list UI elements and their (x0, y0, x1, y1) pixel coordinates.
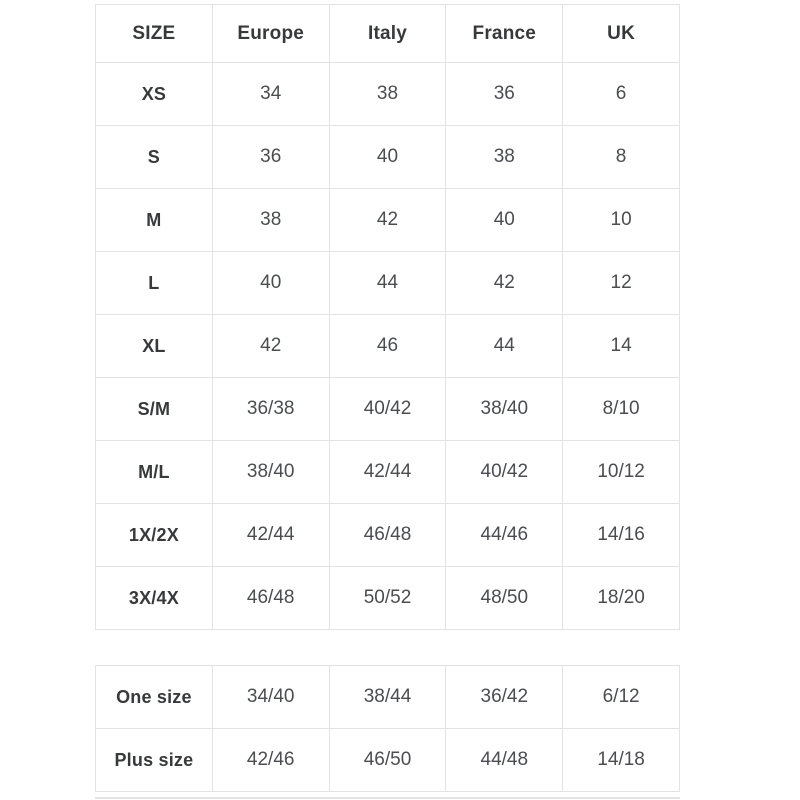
size-value-cell: 14/16 (563, 504, 680, 567)
table-row (96, 378, 680, 441)
size-conversion-table-header (96, 5, 680, 63)
size-label-cell: M (96, 189, 213, 252)
size-value-cell: 48/50 (446, 567, 563, 630)
size-value-cell: 42 (212, 315, 329, 378)
size-value-cell: 46/48 (212, 567, 329, 630)
size-value-cell: 40/42 (446, 441, 563, 504)
cutoff-next-element-edge (95, 797, 680, 799)
size-value-cell: 38/44 (329, 666, 446, 729)
size-label-cell: 1X/2X (96, 504, 213, 567)
table-row (96, 126, 680, 189)
size-value-cell: 44 (446, 315, 563, 378)
size-value-cell: 40/42 (329, 378, 446, 441)
size-value-cell: 42/44 (329, 441, 446, 504)
table-row (96, 504, 680, 567)
table-header-row (96, 5, 680, 63)
size-value-cell: 46 (329, 315, 446, 378)
size-value-cell: 34/40 (212, 666, 329, 729)
size-value-cell: 6 (563, 63, 680, 126)
size-value-cell: 14 (563, 315, 680, 378)
table-row (96, 567, 680, 630)
size-value-cell: 42 (329, 189, 446, 252)
size-value-cell: 8 (563, 126, 680, 189)
size-value-cell: 38 (329, 63, 446, 126)
size-value-cell: 38/40 (212, 441, 329, 504)
size-value-cell: 40 (329, 126, 446, 189)
size-label-cell: XL (96, 315, 213, 378)
size-value-cell: 44/46 (446, 504, 563, 567)
size-value-cell: 50/52 (329, 567, 446, 630)
size-value-cell: 42/44 (212, 504, 329, 567)
table-row (96, 441, 680, 504)
size-label-cell: S/M (96, 378, 213, 441)
size-value-cell: 34 (212, 63, 329, 126)
size-conversion-table (95, 4, 680, 630)
column-header: Europe (212, 5, 329, 63)
size-value-cell: 36/38 (212, 378, 329, 441)
size-value-cell: 40 (212, 252, 329, 315)
size-label-cell: XS (96, 63, 213, 126)
size-value-cell: 36 (212, 126, 329, 189)
size-label-cell: 3X/4X (96, 567, 213, 630)
table-row (96, 252, 680, 315)
size-value-cell: 14/18 (563, 729, 680, 792)
size-label-cell: Plus size (96, 729, 213, 792)
size-value-cell: 38 (212, 189, 329, 252)
size-value-cell: 44/48 (446, 729, 563, 792)
size-value-cell: 10 (563, 189, 680, 252)
table-row (96, 315, 680, 378)
table-row (96, 63, 680, 126)
size-value-cell: 36/42 (446, 666, 563, 729)
column-header: UK (563, 5, 680, 63)
size-value-cell: 10/12 (563, 441, 680, 504)
size-value-cell: 44 (329, 252, 446, 315)
size-value-cell: 6/12 (563, 666, 680, 729)
size-label-cell: S (96, 126, 213, 189)
table-row (96, 729, 680, 792)
size-value-cell: 18/20 (563, 567, 680, 630)
size-value-cell: 12 (563, 252, 680, 315)
size-value-cell: 38/40 (446, 378, 563, 441)
size-label-cell: One size (96, 666, 213, 729)
size-value-cell: 42/46 (212, 729, 329, 792)
special-sizes-table (95, 665, 680, 792)
size-value-cell: 36 (446, 63, 563, 126)
column-header: France (446, 5, 563, 63)
table-row (96, 189, 680, 252)
size-value-cell: 38 (446, 126, 563, 189)
column-header: SIZE (96, 5, 213, 63)
size-value-cell: 8/10 (563, 378, 680, 441)
special-sizes-table-body (96, 666, 680, 792)
column-header: Italy (329, 5, 446, 63)
size-value-cell: 46/50 (329, 729, 446, 792)
size-label-cell: M/L (96, 441, 213, 504)
table-row (96, 666, 680, 729)
size-value-cell: 46/48 (329, 504, 446, 567)
size-value-cell: 40 (446, 189, 563, 252)
size-label-cell: L (96, 252, 213, 315)
size-conversion-table-body (96, 63, 680, 630)
size-value-cell: 42 (446, 252, 563, 315)
